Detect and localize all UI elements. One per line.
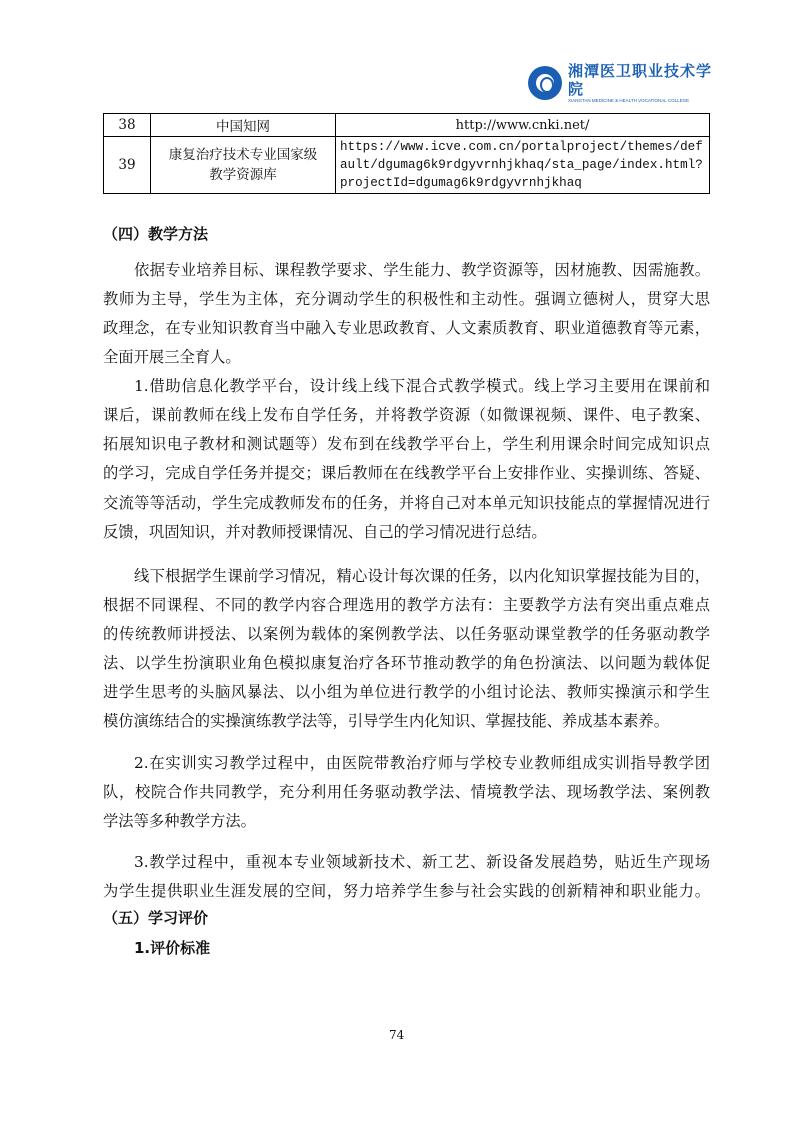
paragraph-line: 线下根据学生课前学习情况，精心设计每次课的任务，以内化知识掌握技能为目的，	[134, 567, 710, 585]
paragraph-line: 模仿演练结合的实操演练教学法等，引导学生内化知识、掌握技能、养成基本素养。	[103, 712, 669, 730]
paragraph-line: 3.教学过程中，重视本专业领域新技术、新工艺、新设备发展趋势，贴近生产现场	[134, 853, 710, 871]
section-heading-teaching-methods: （四）教学方法	[103, 225, 209, 243]
paragraph-line: 为学生提供职业生涯发展的空间，努力培养学生参与社会实践的创新精神和职业能力。	[103, 882, 710, 900]
paragraph-line: 政理念，在专业知识教育当中融入专业思政教育、人文素质教育、职业道德教育等元素，	[103, 319, 710, 337]
paragraph-line: 全面开展三全育人。	[103, 348, 241, 366]
resource-name	[151, 137, 336, 194]
paragraph-line: 法、以学生扮演职业角色模拟康复治疗各环节推动教学的角色扮演法、以问题为载体促	[103, 654, 710, 672]
paragraph-line: 课后，课前教师在线上发布自学任务，并将教学资源（如微课视频、课件、电子教案、	[103, 406, 710, 424]
paragraph-line: 拓展知识电子教材和测试题等）发布到在线教学平台上，学生利用课余时间完成知识点	[103, 435, 710, 453]
paragraph-line: 反馈，巩固知识，并对教师授课情况、自己的学习情况进行总结。	[103, 523, 547, 541]
paragraph-line: 的学习，完成自学任务并提交；课后教师在在线教学平台上安排作业、实操训练、答疑、	[103, 464, 710, 482]
table-row	[104, 137, 710, 194]
paragraph-line: 依据专业培养目标、课程教学要求、学生能力、教学资源等，因材施教、因需施教。	[134, 261, 710, 279]
logo-chinese-name: 湘潭医卫职业技术学院	[568, 62, 713, 98]
paragraph-line: 的传统教师讲授法、以案例为载体的案例教学法、以任务驱动课堂教学的任务驱动教学	[103, 625, 710, 643]
paragraph-line: 根据不同课程、不同的教学内容合理选用的教学方法有：主要教学方法有突出重点难点	[103, 596, 710, 614]
table-row	[104, 114, 710, 137]
resource-url[interactable]: http://www.cnki.net/	[336, 114, 710, 137]
college-logo	[528, 62, 713, 104]
row-number: 39	[104, 137, 151, 194]
logo-english-name: XIANGTAN MEDICINE & HEALTH VOCATIONAL COLLEGE	[568, 98, 690, 103]
paragraph-line: 学法等多种教学方法。	[103, 812, 256, 830]
section-heading-learning-evaluation: （五）学习评价	[103, 909, 209, 927]
paragraph-line: 2.在实训实习教学过程中，由医院带教治疗师与学校专业教师组成实训指导教学团	[134, 754, 710, 772]
resource-name-text: 康复治疗技术专业国家级教学资源库	[168, 147, 318, 183]
paragraph-line: 队，校院合作共同教学，充分利用任务驱动教学法、情境教学法、现场教学法、案例教	[103, 783, 710, 801]
resource-table	[103, 113, 710, 194]
resource-url[interactable]: https://www.icve.com.cn/portalproject/themes/default/dgumag6k9rdgyvrnhjkhaq/sta_page/index.html?projectId=dgumag6k9rdgyvrnhjkhaq	[336, 137, 710, 194]
paragraph-line: 进学生思考的头脑风暴法、以小组为单位进行教学的小组讨论法、教师实操演示和学生	[103, 683, 710, 701]
paragraph-line: 交流等等活动，学生完成教师发布的任务，并将自己对本单元知识技能点的掌握情况进行	[103, 494, 710, 512]
paragraph-line: 1.借助信息化教学平台，设计线上线下混合式教学模式。线上学习主要用在课前和	[134, 377, 710, 395]
row-number: 38	[104, 114, 151, 137]
subheading-evaluation-criteria: 1.评价标准	[134, 939, 211, 957]
paragraph-line: 教师为主导，学生为主体，充分调动学生的积极性和主动性。强调立德树人，贯穿大思	[103, 290, 710, 308]
page-number: 74	[389, 1028, 405, 1042]
resource-name: 中国知网	[151, 114, 336, 137]
college-seal-icon	[528, 66, 562, 100]
